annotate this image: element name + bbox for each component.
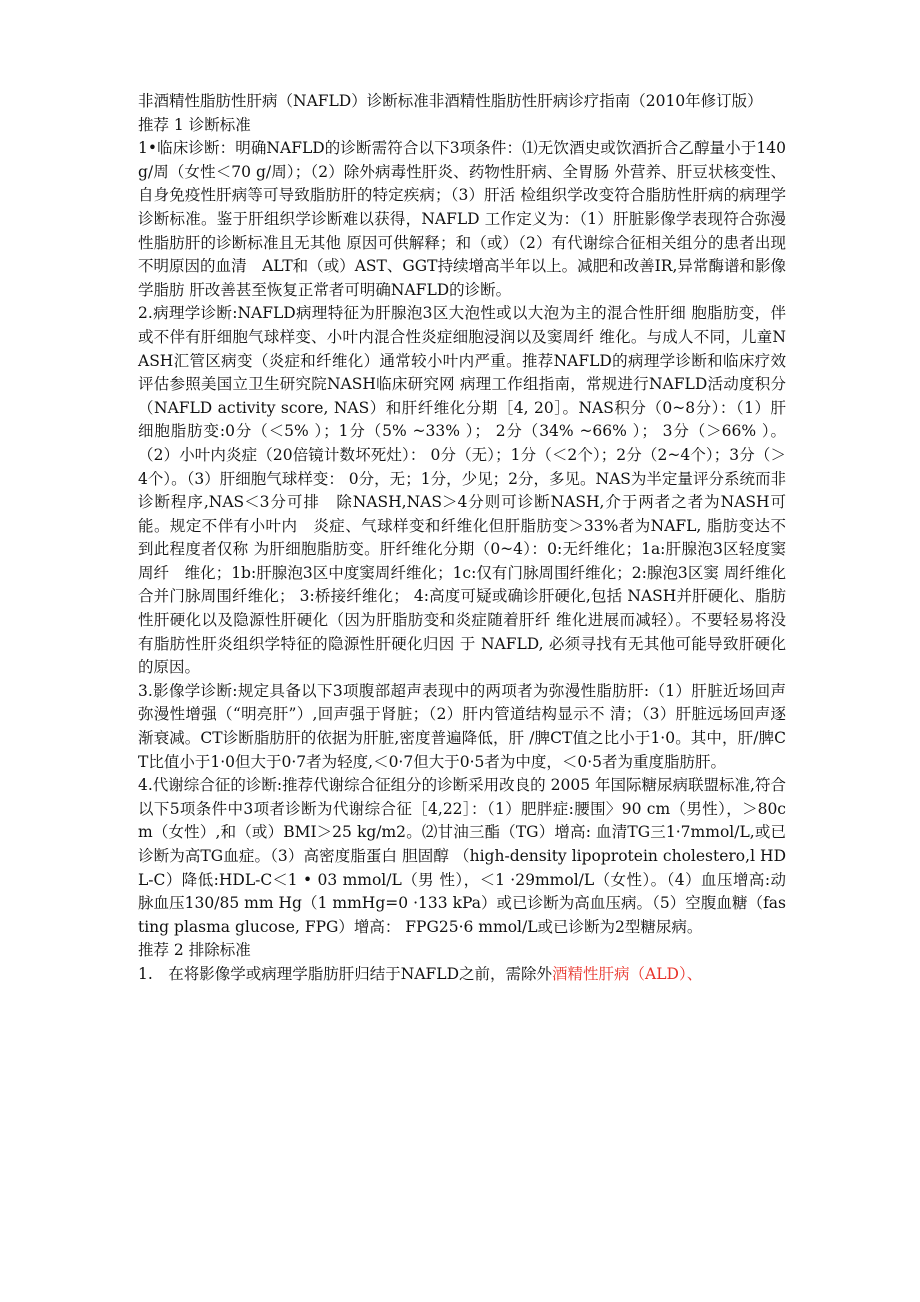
document-body: [138, 90, 786, 987]
paragraph-metabolic-syndrome: 4.代谢综合征的诊断:推荐代谢综合征组分的诊断采用改良的 2005 年国际糖尿病联盟标准,符合以下5项条件中3项者诊断为代谢综合征［4,22］：（1）肥胖症:腰围〉90 cm（男性），＞80cm（女性）,和（或）BMI＞25 kg/m2。⑵甘油三酯（TG）增高: 血清TG三1·7mmol/L,或已诊断为高TG血症。（3）高密度脂蛋白 胆固醇 （high-density lipoprotein cholestero,l HDL-C）降低:HDL-C＜1 • 03 mmol/L（男 性），＜1 ·29mmol/L（女性）。（4）血压增高:动脉血压130/85 mm Hg（1 mmHg=0 ·133 kPa）或已诊断为高血压病。（5）空腹血糖（fasting plasma glucose, FPG）增高： FPG25·6 mmol/L或已诊断为2型糖尿病。: [138, 776, 786, 936]
document-title: 非酒精性脂肪性肝病（NAFLD）诊断标准非酒精性脂肪性肝病诊疗指南（2010年修订版）: [138, 92, 763, 110]
exclusion-1-text: 1. 在将影像学或病理学脂肪肝归结于NAFLD之前，需除外: [138, 964, 553, 983]
paragraph-imaging-diagnosis: 3.影像学诊断:规定具备以下3项腹部超声表现中的两项者为弥漫性脂肪肝:（1）肝脏近场回声弥漫性增强（“明亮肝”）,回声强于肾脏；（2）肝内管道结构显示不 清；（3）肝脏远场回声逐渐衰减。CT诊断脂肪肝的依据为肝脏,密度普遍降低，肝 /脾CT值之比小于1·0。其中，肝/脾CT比值小于1·0但大于0·7者为轻度,＜0·7但大于0·5者为中度，＜0·5者为重度脂肪肝。: [138, 681, 786, 771]
paragraph-clinical-diagnosis: 1•临床诊断：明确NAFLD的诊断需符合以下3项条件：⑴无饮酒史或饮酒折合乙醇量小于140g/周（女性＜70 g/周）；（2）除外病毒性肝炎、药物性肝病、全胃肠 外营养、肝豆状核变性、自身免疫性肝病等可导致脂肪肝的特定疾病；（3）肝活 检组织学改变符合脂肪性肝病的病理学诊断标准。鉴于肝组织学诊断难以获得，NAFLD 工作定义为：（1）肝脏影像学表现符合弥漫性脂肪肝的诊断标准且无其他 原因可供解释；和（或）（2）有代谢综合征相关组分的患者出现不明原因的血清 ALT和（或）AST、GGT持续增高半年以上。减肥和改善IR,异常酶谱和影像学脂肪 肝改善甚至恢复正常者可明确NAFLD的诊断。: [138, 139, 786, 299]
highlighted-ald-text: 酒精性肝病（ALD）、: [552, 964, 703, 983]
paragraph-pathology-diagnosis: 2.病理学诊断:NAFLD病理特征为肝腺泡3区大泡性或以大泡为主的混合性肝细 胞脂肪变，伴或不伴有肝细胞气球样变、小叶内混合性炎症细胞浸润以及窦周纤 维化。与成人不同，儿童NASH汇管区病变（炎症和纤维化）通常较小叶内严重。推荐NAFLD的病理学诊断和临床疗效评估参照美国立卫生研究院NASH临床研究网 病理工作组指南，常规进行NAFLD活动度积分（NAFLD activity score, NAS）和肝纤维化分期［4, 20］。NAS积分（0~8分）：（1）肝细胞脂肪变:0分（＜5% ）；1分（5% ~33% ）； 2分（34% ~66% ）； 3分（＞66% ）。 （2）小叶内炎症（20倍镜计数坏死灶）： 0分（无）；1分（＜2个）；2分（2~4个）；3分（＞4个）。（3）肝细胞气球样变： 0分，无；1分，少见；2分，多见。NAS为半定量评分系统而非诊断程序,NAS＜3分可排 除NASH,NAS＞4分则可诊断NASH,介于两者之者为NASH可能。规定不伴有小叶内 炎症、气球样变和纤维化但肝脂肪变＞33%者为NAFL, 脂肪变达不到此程度者仅称 为肝细胞脂肪变。肝纤维化分期（0~4）：0:无纤维化；1a:肝腺泡3区轻度窦周纤 维化；1b:肝腺泡3区中度窦周纤维化；1c:仅有门脉周围纤维化；2:腺泡3区窦 周纤维化合并门脉周围纤维化； 3:桥接纤维化； 4:高度可疑或确诊肝硬化,包括 NASH并肝硬化、脂肪性肝硬化以及隐源性肝硬化（因为肝脂肪变和炎症随着肝纤 维化进展而减轻）。不要轻易将没有脂肪性肝炎组织学特征的隐源性肝硬化归因 于 NAFLD, 必须寻找有无其他可能导致肝硬化的原因。: [138, 304, 786, 677]
section-heading-exclusion: 推荐 2 排除标准: [138, 941, 251, 960]
paragraph-exclusion-1: [138, 963, 786, 987]
section-heading-diagnosis: 推荐 1 诊断标准: [138, 115, 251, 134]
